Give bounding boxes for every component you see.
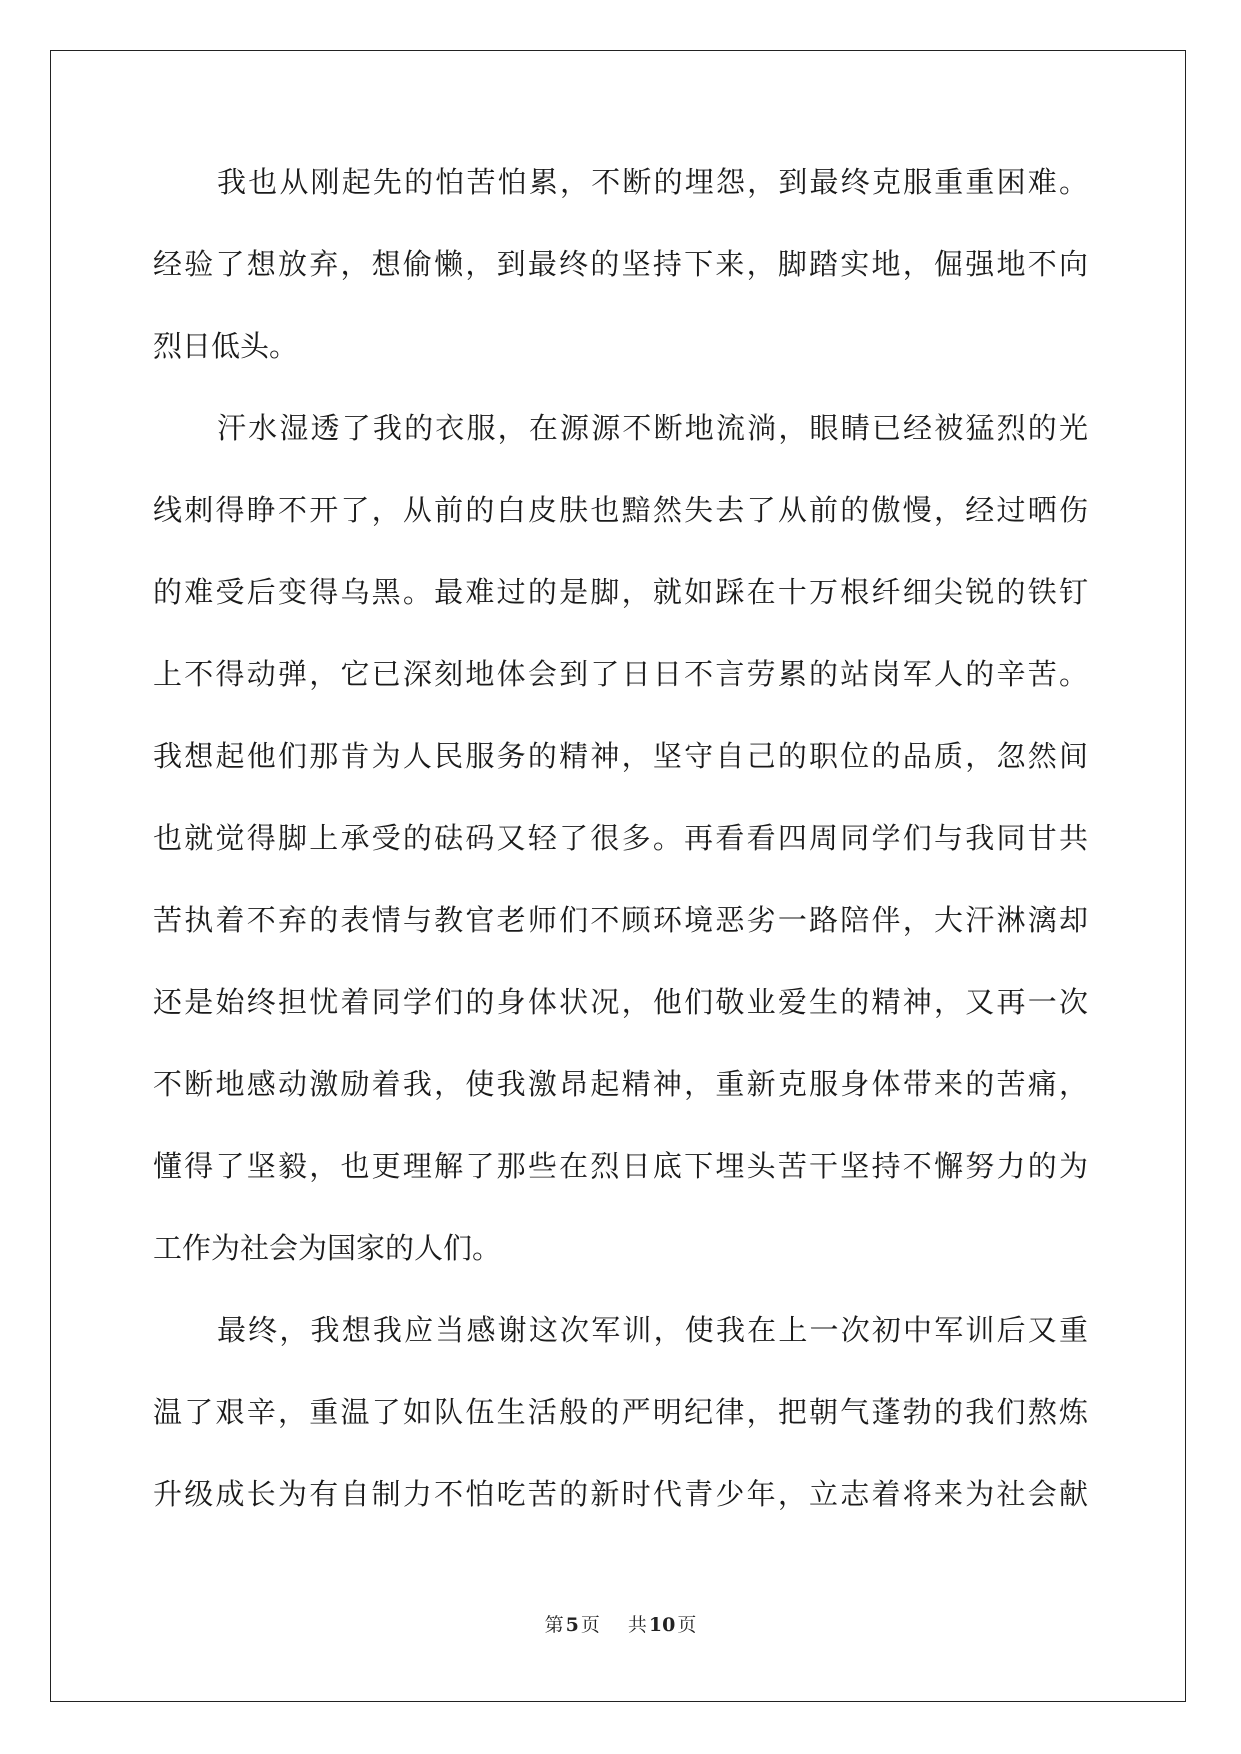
text-line: 我也从刚起先的怕苦怕累，不断的埋怨，到最终克服重重困难。	[217, 165, 1088, 199]
text-line: 工作为社会为国家的人们。	[153, 1231, 502, 1265]
text-line: 还是始终担忧着同学们的身体状况，他们敬业爱生的精神，又再一次	[153, 985, 1088, 1019]
paragraph-1	[153, 152, 1088, 398]
text-line: 最终，我想我应当感谢这次军训，使我在上一次初中军训后又重	[217, 1313, 1088, 1347]
paragraph-3	[153, 1300, 1088, 1546]
text-line: 不断地感动激励着我，使我激昂起精神，重新克服身体带来的苦痛，	[153, 1067, 1088, 1101]
page-number: 5	[565, 1614, 579, 1636]
total-pages: 10	[648, 1614, 676, 1636]
text-line: 温了艰辛，重温了如队伍生活般的严明纪律，把朝气蓬勃的我们熬炼	[153, 1395, 1088, 1429]
text-line: 苦执着不弃的表情与教官老师们不顾环境恶劣一路陪伴，大汗淋漓却	[153, 903, 1088, 937]
document-body	[153, 152, 1088, 1546]
page-footer	[0, 1610, 1241, 1640]
text-line: 上不得动弹，它已深刻地体会到了日日不言劳累的站岗军人的辛苦。	[153, 657, 1088, 691]
text-line: 懂得了坚毅，也更理解了那些在烈日底下埋头苦干坚持不懈努力的为	[153, 1149, 1088, 1183]
text-line: 线刺得睁不开了，从前的白皮肤也黯然失去了从前的傲慢，经过晒伤	[153, 493, 1088, 527]
page-suffix: 页	[580, 1614, 600, 1636]
text-line: 经验了想放弃，想偷懒，到最终的坚持下来，脚踏实地，倔强地不向	[153, 247, 1088, 281]
text-line: 也就觉得脚上承受的砝码又轻了很多。再看看四周同学们与我同甘共	[153, 821, 1088, 855]
text-line: 汗水湿透了我的衣服，在源源不断地流淌，眼睛已经被猛烈的光	[217, 411, 1088, 445]
text-line: 我想起他们那肯为人民服务的精神，坚守自己的职位的品质，忽然间	[153, 739, 1088, 773]
page-prefix: 第	[544, 1614, 564, 1636]
paragraph-2	[153, 398, 1088, 1300]
total-suffix: 页	[677, 1614, 697, 1636]
total-prefix: 共	[627, 1614, 647, 1636]
text-line: 烈日低头。	[153, 329, 299, 363]
text-line: 的难受后变得乌黑。最难过的是脚，就如踩在十万根纤细尖锐的铁钉	[153, 575, 1088, 609]
text-line: 升级成长为有自制力不怕吃苦的新时代青少年，立志着将来为社会献	[153, 1477, 1088, 1511]
